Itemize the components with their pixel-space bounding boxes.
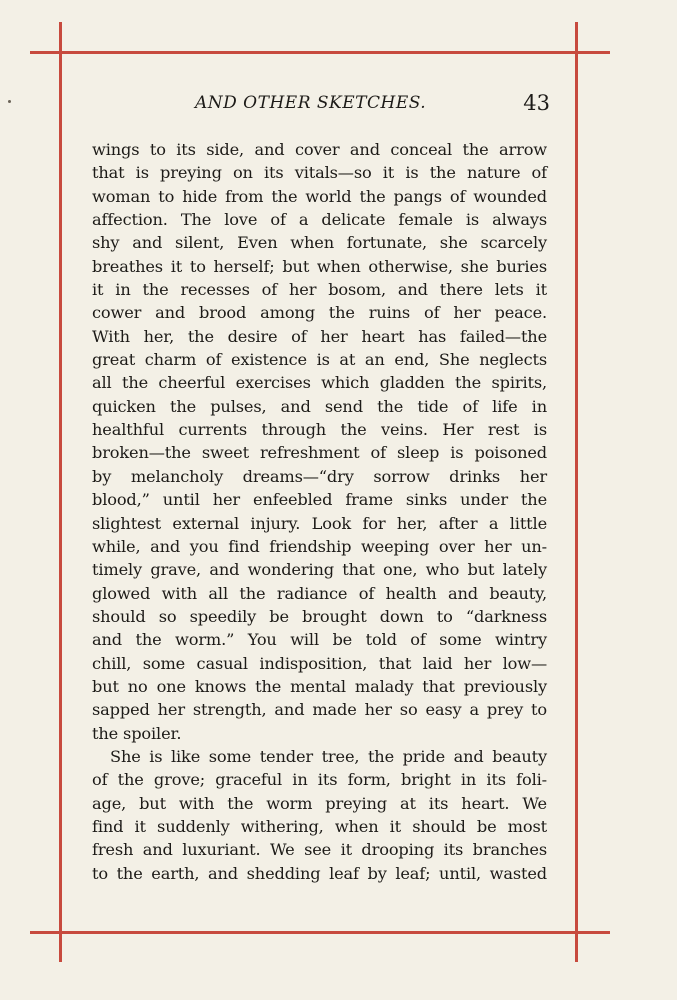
text-line: wings to its side, and cover and conceal the arrow [92,140,547,159]
text-line: healthful currents through the veins. Her rest is [92,420,547,440]
text-line: woman to hide from the world the pangs of wounded [92,186,547,206]
text-line: while, and you find friendship weeping over her un- [92,536,547,556]
text-line: to the earth, and shedding leaf by leaf; until, wasted [92,863,547,883]
text-line: slightest external injury. Look for her, after a little [92,513,547,533]
text-line: quicken the pulses, and send the tide of life in [92,396,547,416]
text-line: all the cheerful exercises which gladden the spirits, [92,373,547,393]
paragraph-start-line: She is like some tender tree, the pride and beauty [110,746,547,766]
text-line: of the grove; graceful in its form, bright in its foli- [92,770,547,790]
text-line: should so speedily be brought down to “darkness [92,606,547,626]
text-line: but no one knows the mental malady that previously [92,676,547,696]
bottom-border-rule [30,931,610,934]
text-line: great charm of existence is at an end, She neglects [92,350,547,370]
text-line: affection. The love of a delicate female is always [92,210,547,230]
text-line: sapped her strength, and made her so easy a prey to [92,700,547,720]
text-line: chill, some casual indisposition, that laid her low— [92,653,547,673]
text-line: fresh and luxuriant. We see it drooping its branches [92,840,547,860]
text-line: timely grave, and wondering that one, who but lately [92,560,547,580]
text-line: shy and silent, Even when fortunate, she scarcely [92,233,547,253]
text-line: breathes it to herself; but when otherwise, she buries [92,256,547,276]
right-border-rule [575,22,578,962]
page-number: 43 [523,91,550,115]
left-border-rule [59,22,62,962]
text-line: find it suddenly withering, when it should be most [92,816,547,836]
text-line: age, but with the worm preying at its heart. We [92,793,547,813]
text-line: broken—the sweet refreshment of sleep is poisoned [92,443,547,463]
text-line: and the worm.” You will be told of some wintry [92,630,547,650]
text-line: With her, the desire of her heart has failed—the [92,326,547,346]
text-line: cower and brood among the ruins of her peace. [92,303,547,323]
text-line: that is preying on its vitals—so it is the nature of [92,163,547,183]
paragraph-end-line: the spoiler. [92,723,182,743]
running-head: AND OTHER SKETCHES. [195,93,427,113]
top-border-rule [30,51,610,54]
text-line: it in the recesses of her bosom, and there lets it [92,280,547,300]
paper-speck [8,100,11,103]
page-header [92,91,552,121]
text-line: glowed with all the radiance of health and beauty, [92,583,547,603]
text-line: blood,” until her enfeebled frame sinks under the [92,490,547,510]
text-line: by melancholy dreams—“dry sorrow drinks her [92,466,547,486]
body-text [92,138,547,885]
